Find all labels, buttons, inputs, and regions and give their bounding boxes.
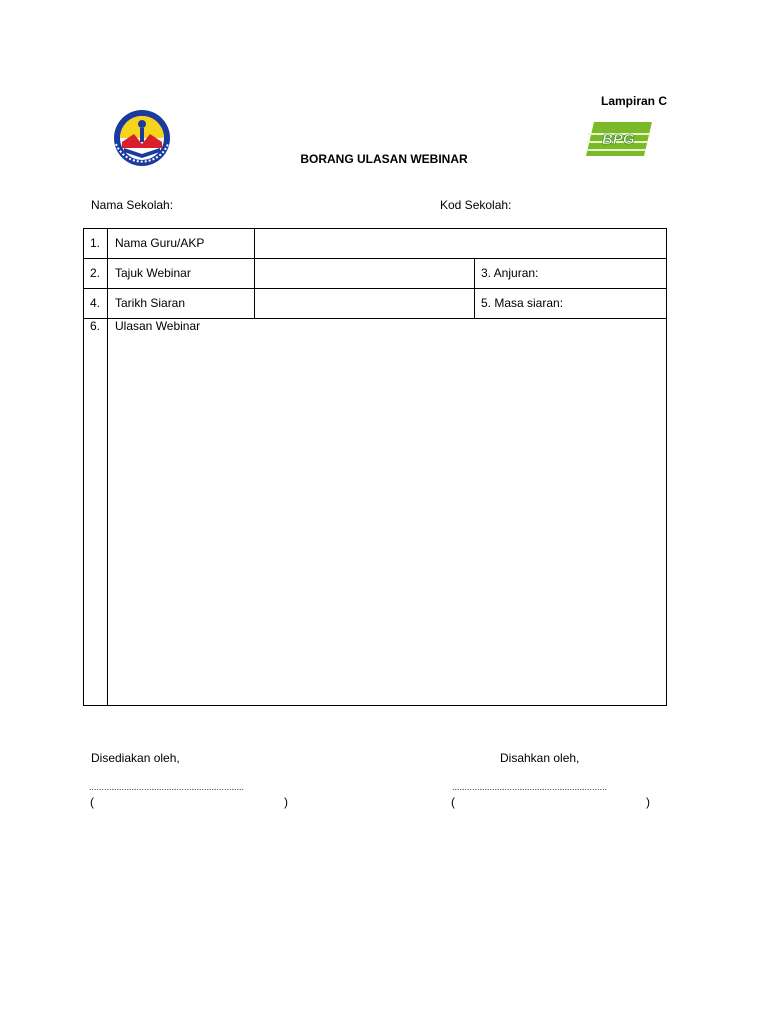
tarikh-siaran-field[interactable] [256,290,472,317]
table-border-bottom [83,705,667,706]
row-number: 4. [90,296,101,310]
disediakan-label: Disediakan oleh, [91,751,180,765]
left-name-field[interactable] [100,795,280,811]
row-divider [83,258,667,259]
table-border-left [83,228,84,706]
tajuk-webinar-label: Tajuk Webinar [115,266,191,280]
row-divider [83,288,667,289]
page-title: BORANG ULASAN WEBINAR [300,152,468,166]
kod-sekolah-label: Kod Sekolah: [440,198,512,212]
col-divider-label [254,228,255,318]
col-divider-right [474,258,475,318]
left-close-paren: ) [284,795,288,809]
tarikh-siaran-label: Tarikh Siaran [115,296,186,310]
nama-sekolah-label: Nama Sekolah: [91,198,174,212]
row-number: 6. [90,319,101,333]
right-signature-line[interactable]: .............................................................. [452,782,608,792]
left-open-paren: ( [90,795,94,809]
nama-guru-field[interactable] [256,230,664,257]
table-border-top [83,228,667,229]
right-close-paren: ) [646,795,650,809]
bpg-logo-text: BPG [602,131,635,148]
table-border-right [666,228,667,706]
anjuran-label: 3. Anjuran: [481,266,539,280]
right-open-paren: ( [451,795,455,809]
row-number: 2. [90,266,101,280]
row-number: 1. [90,236,101,250]
col-divider-num [107,228,108,706]
ulasan-webinar-field[interactable] [110,336,664,702]
masa-siaran-label: 5. Masa siaran: [481,296,564,310]
ulasan-webinar-label: Ulasan Webinar [115,319,201,333]
lampiran-label: Lampiran C [601,94,668,108]
left-signature-line[interactable]: .............................................................. [89,782,245,792]
nama-guru-label: Nama Guru/AKP [115,236,205,250]
tajuk-webinar-field[interactable] [256,260,472,287]
disahkan-label: Disahkan oleh, [500,751,580,765]
right-name-field[interactable] [461,795,641,811]
